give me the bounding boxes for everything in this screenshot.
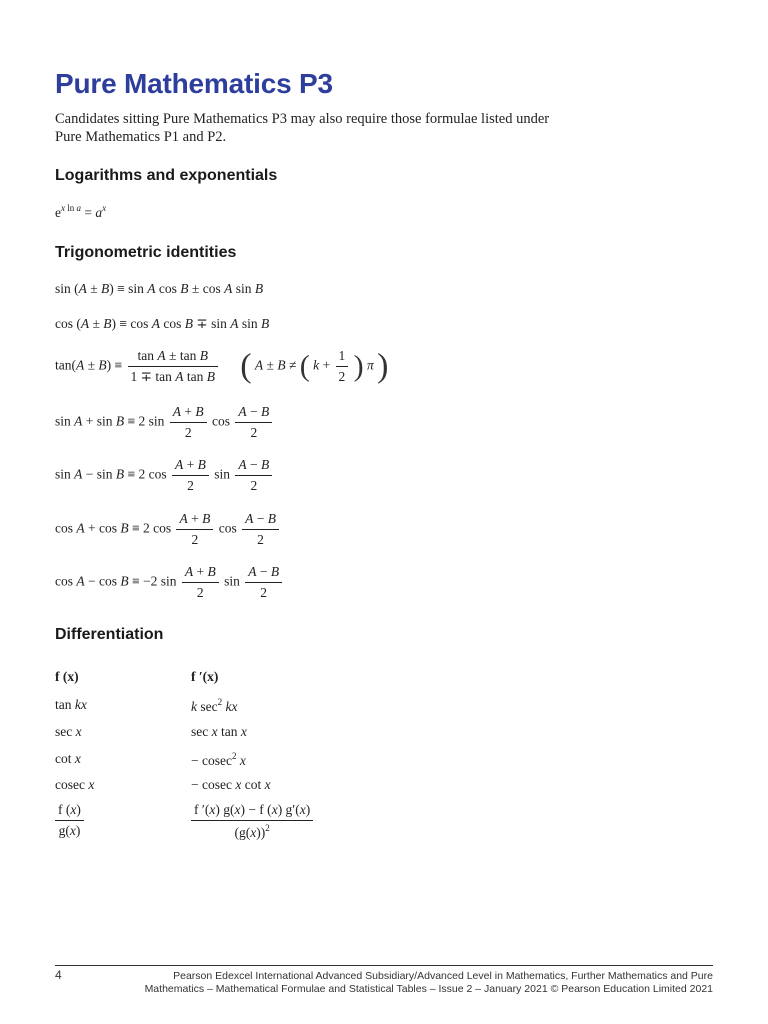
section-heading-logarithms: Logarithms and exponentials <box>55 167 278 184</box>
intro-paragraph <box>55 110 655 146</box>
diff-f-cot: cot x <box>55 751 81 766</box>
page-number: 4 <box>55 968 62 982</box>
diff-header-f: f (x) <box>55 669 79 684</box>
diff-f-tan: tan kx <box>55 697 87 712</box>
fraction: $\frac{\text{tan A ± tan B}}{\text{1 ∓ tan A tan B}}$ <box>128 348 218 385</box>
diff-fprime-tan: k $\sec^2$ kx <box>191 697 238 714</box>
diff-f-sec: sec x <box>55 724 82 739</box>
formula-tan-sum: tan(A ± B) ≡ $\frac{\text{tan A ± tan B}}{\text{1 ∓ tan A tan B}}$ ( A ± B ≠ ( k + $\frac{1}{2}$ ) π ) <box>55 347 389 385</box>
formula-sin-sum: sin (A ± B) ≡ sin A cos B ± cos A sin B <box>55 281 264 296</box>
fraction-half: $\frac{1}{2}$ <box>336 348 349 385</box>
diff-f-quotient: $\frac{f (x)}{g(x)}$ <box>53 802 86 839</box>
formula-cos-minus-cos: cos A − cos B ≡ −2 sin $\frac{A + B}{2}$ sin $\frac{A - B}{2}$ <box>55 564 284 601</box>
diff-fprime-cosec: − cosec x cot x <box>191 777 271 792</box>
formula-cos-sum: cos (A ± B) ≡ cos A cos B ∓ sin A sin B <box>55 316 270 331</box>
footer-line-1: Pearson Edexcel International Advanced Subsidiary/Advanced Level in Mathematics, Further Mathematics and Pure <box>173 970 713 982</box>
section-heading-differentiation: Differentiation <box>55 626 164 643</box>
footer-line-2: Mathematics – Mathematical Formulae and Statistical Tables – Issue 2 – January 2021 © Pearson Education Limited 2021 <box>144 983 713 995</box>
section-heading-trigonometric: Trigonometric identities <box>55 244 237 261</box>
footer-divider <box>55 965 713 966</box>
diff-header-fprime: f ′(x) <box>191 669 219 684</box>
diff-fprime-sec: sec x tan x <box>191 724 247 739</box>
footer-text <box>145 970 713 996</box>
page-title: Pure Mathematics P3 <box>55 68 333 99</box>
diff-fprime-cot: − cosec$^2$ x <box>191 751 246 768</box>
formula-exp-log: $e^{x ln a} = a^x$ <box>55 203 107 220</box>
formula-sin-plus-sin: sin A + sin B ≡ 2 sin $\frac{A + B}{2}$ cos $\frac{A - B}{2}$ <box>55 404 274 441</box>
intro-line-1: Candidates sitting Pure Mathematics P3 may also require those formulae listed under <box>55 111 550 127</box>
formula-cos-plus-cos: cos A + cos B ≡ 2 cos $\frac{A + B}{2}$ cos $\frac{A - B}{2}$ <box>55 511 281 548</box>
diff-f-cosec: cosec x <box>55 777 95 792</box>
diff-fprime-quotient: $\frac{f '(x) g(x) - f (x) g'(x)}{(g(x))^2}$ <box>189 802 315 841</box>
intro-line-2: Pure Mathematics P1 and P2. <box>55 129 227 145</box>
formula-sin-minus-sin: sin A − sin B ≡ 2 cos $\frac{A + B}{2}$ sin $\frac{A - B}{2}$ <box>55 457 274 494</box>
